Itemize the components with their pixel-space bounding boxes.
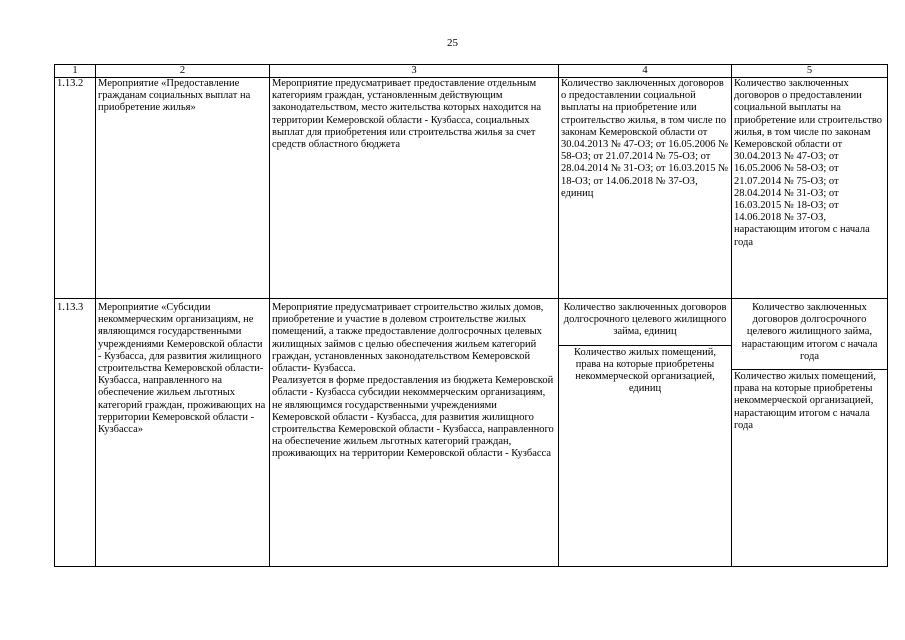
row-number: 1.13.3 (55, 299, 96, 567)
measure-description-part2: Реализуется в форме предоставления из бюджета Кемеровской области - Кузбасса субсидии некоммерческим организациям, не являющимся государственными учреждениями Кемеровской области - Кузбасса, для развития жилищного строительства Кемеровской области - Кузбасса, направленного на обеспечение жильем льготных категорий граждан, проживающих на территории Кемеровской области - Кузбасса (272, 375, 554, 460)
indicator-text: Количество жилых помещений, права на которые приобретены некоммерческой организацией, единиц (574, 346, 716, 395)
indicator-cell (559, 299, 732, 567)
measure-name-text: Мероприятие «Субсидии некоммерческим организациям, не являющимся государственными учреждениями Кемеровской области - Кузбасса, для развития жилищного строительства Кемеровской области- Кузбасса, направленного на обеспечение жильем льготных категорий граждан, проживающих на территории Кемеровской области - Кузбасса» (98, 302, 266, 436)
measure-description (270, 78, 559, 299)
indicator-cell (732, 78, 888, 299)
measure-name-text: Мероприятие «Предоставление гражданам социальных выплат на приобретение жилья» (98, 78, 251, 114)
indicator-text: Количество заключенных договоров долгосрочного целевого жилищного займа, нарастающим итогом с начала года (741, 302, 878, 362)
indicator-text: Количество заключенных договоров долгосрочного целевого жилищного займа, единиц (563, 302, 727, 338)
measure-name (96, 78, 270, 299)
table-row (55, 78, 888, 299)
measure-description-part1: Мероприятие предусматривает строительство жилых домов, приобретение и участие в долевом строительстве жилых помещений, а также предоставление долгосрочных целевых жилищных займов с целью обеспечения жильем категорий граждан, установленных законодательством Кемеровской области- Кузбасса. (272, 302, 544, 375)
indicator-cell (559, 78, 732, 299)
indicator-text: Количество жилых помещений, права на которые приобретены некоммерческой организацией, нарастающим итогом с начала года (734, 371, 876, 431)
header-cell-1: 1 (55, 65, 96, 78)
table-header-row (55, 65, 888, 78)
indicator-cell (732, 299, 888, 567)
indicator-text: Количество заключенных договоров о предоставлении социальной выплаты на приобретение или строительство жилья, в том числе по законам Кемеровской области от 30.04.2013 № 47-ОЗ; от 16.05.2006 № 58-ОЗ; от 21.07.2014 № 75-ОЗ; от 28.04.2014 № 31-ОЗ; от 16.03.2015 № 18-ОЗ; от 14.06.2018 № 37-ОЗ, единиц (561, 78, 729, 199)
measures-table (54, 64, 888, 567)
measure-name (96, 299, 270, 567)
measure-description (270, 299, 559, 567)
header-cell-3: 3 (270, 65, 559, 78)
table-row (55, 299, 888, 567)
header-cell-2: 2 (96, 65, 270, 78)
measure-description-text: Мероприятие предусматривает предоставление отдельным категориям граждан, установленным действующим законодательством, место жительства которых находится на территории Кемеровской области - Кузбасса, социальных выплат для приобретения или строительства жилья за счет средств областного бюджета (272, 78, 542, 151)
header-cell-5: 5 (732, 65, 888, 78)
row-number: 1.13.2 (55, 78, 96, 299)
page-number: 25 (447, 37, 458, 49)
indicator-text: Количество заключенных договоров о предоставлении социальной выплаты на приобретение или строительство жилья, в том числе по законам Кемеровской области от 30.04.2013 № 47-ОЗ; от 16.05.2006 № 58-ОЗ; от 21.07.2014 № 75-ОЗ; от 28.04.2014 № 31-ОЗ; от 16.03.2015 № 18-ОЗ; от 14.06.2018 № 37-ОЗ, нарастающим итогом с начала года (734, 78, 883, 248)
header-cell-4: 4 (559, 65, 732, 78)
